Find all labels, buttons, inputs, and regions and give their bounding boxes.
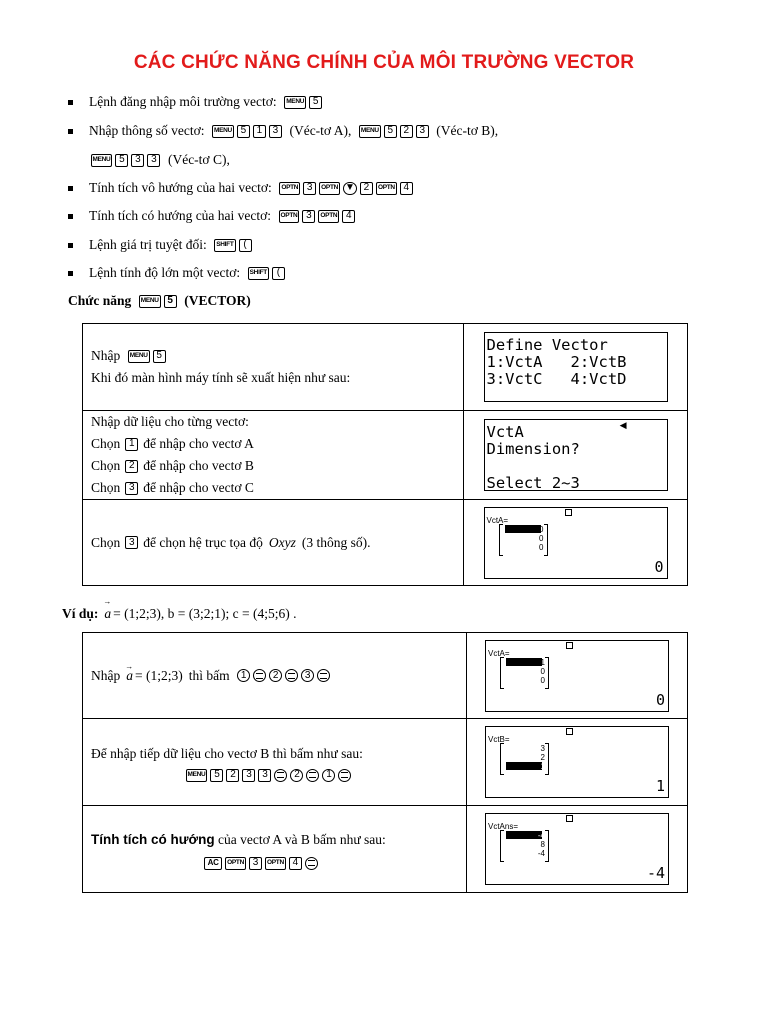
page-title: CÁC CHỨC NĂNG CHÍNH CỦA MÔI TRƯỜNG VECTOR [133,52,635,73]
matrix-bracket-right [544,524,548,556]
key-2: 2 [400,125,413,138]
key-sequence [56,857,466,870]
bullet-text: Tính tích có hướng của hai vectơ: [89,208,272,223]
bullet-text: (Véc-tơ A), [289,123,352,138]
calculator-screen [484,332,668,402]
screen-text: Define Vector 1:VctA 2:VctB 3:VctC 4:VctD [486,336,627,388]
paren-key: ( [272,267,285,280]
shift-key: SHIFT [214,239,235,252]
key-2: 2 [290,769,303,782]
bullet-dot [68,129,73,134]
calculator-matrix-screen [485,726,669,798]
bullet-text: Lệnh đăng nhập môi trường vectơ: [89,94,277,109]
bullet-dot-product [68,178,414,198]
equals-key [253,669,266,682]
table-cell [83,719,467,806]
down-arrow-icon: ▼ [345,182,355,193]
table-row [83,500,688,586]
table-cell [464,324,688,411]
example-line [62,604,296,624]
cell-text: = (1;2;3) [135,667,183,683]
key-3: 3 [303,182,316,195]
cell-text: thì bấm [188,667,230,683]
matrix-label: VctB= [488,735,510,744]
degree-indicator-icon [566,642,573,649]
paren-key: ( [239,239,252,252]
menu-key: MENU [284,96,306,109]
result-value: 0 [654,557,664,576]
bullet-text: Lệnh giá trị tuyệt đối: [89,237,207,252]
key-1: 1 [237,669,250,682]
key-3: 3 [302,210,315,223]
optn-key: OPTN [225,857,246,870]
key-2: 2 [360,182,373,195]
calculator-matrix-screen [484,507,668,579]
cell-text: để nhập cho vectơ B [143,458,254,473]
key-3: 3 [147,154,160,167]
matrix-value: 1 [540,657,545,667]
result-value: 0 [655,690,665,709]
degree-indicator-icon [565,509,572,516]
table-row [83,719,688,806]
bullet-dot [68,214,73,219]
equals-key [305,857,318,870]
table-cell [83,324,464,411]
key-1: 1 [253,125,266,138]
matrix-value: 2 [540,753,545,762]
cell-text: của vectơ A và B bấm như sau: [217,831,386,847]
optn-key: OPTN [279,182,300,195]
cell-text: Chọn [91,534,121,550]
bullet-text: Tính tích vô hướng của hai vectơ: [89,180,272,195]
key-2: 2 [269,669,282,682]
equals-key [274,769,287,782]
cell-text: (3 thông số). [301,534,371,550]
heading-text: (VECTOR) [184,293,251,308]
calculator-matrix-screen [485,640,669,712]
bullet-text: Nhập thông số vectơ: [89,123,205,138]
calculator-matrix-screen [485,813,669,885]
menu-key: MENU [212,125,234,138]
vector-symbol: → a [126,665,133,687]
key-5: 5 [115,154,128,167]
bullet-dot [68,271,73,276]
key-5: 5 [210,769,223,782]
ac-key: AC [204,857,222,870]
key-5: 5 [237,125,250,138]
cell-text: Nhập [91,348,121,363]
table-row [83,633,688,719]
key-4: 4 [400,182,413,195]
matrix-value: 3 [540,744,545,753]
table-row [83,411,688,500]
matrix-bracket-left [500,743,504,775]
key-5: 5 [153,350,166,363]
heading-text: Chức năng [68,293,132,308]
optn-key: OPTN [265,857,286,870]
matrix-value: 0 [539,542,544,552]
key-3: 3 [131,154,144,167]
cell-text: Nhập [91,667,121,683]
key-3: 3 [269,125,282,138]
equals-key [285,669,298,682]
matrix-label: VctA= [488,648,510,658]
key-5: 5 [164,295,177,308]
matrix-bracket-left [499,524,503,556]
optn-key: OPTN [376,182,397,195]
cell-text: Chọn [91,458,121,473]
bullet-dot [68,243,73,248]
result-value: -4 [646,864,665,882]
key-3: 3 [125,482,138,495]
vector-function-table [82,323,688,586]
bullet-text: Lệnh tính độ lớn một vectơ: [89,265,241,280]
matrix-bracket-left [500,830,504,862]
example-table [82,632,688,893]
key-4: 4 [342,210,355,223]
matrix-bracket-left [500,657,504,689]
key-1: 1 [322,769,335,782]
bullet-text: (Véc-tơ B), [436,123,499,138]
matrix-value: 1 [540,762,545,771]
cell-text: để nhập cho vectơ A [143,436,254,451]
matrix-value: 0 [540,666,545,676]
table-cell [467,719,688,806]
bullet-text: (Véc-tơ C), [167,152,230,167]
bullet-input-cont [89,150,230,170]
bullet-dot [68,100,73,105]
cell-text: Chọn [91,436,121,451]
key-2: 2 [125,460,138,473]
table-cell [83,806,467,893]
cell-text: Oxyz [268,534,296,550]
screen-text: VctA Dimension? Select 2~3 [486,423,580,492]
matrix-bracket-right [545,830,549,862]
matrix-value: -4 [537,831,545,840]
optn-key: OPTN [319,182,340,195]
bullet-magnitude [68,263,286,283]
table-cell [83,500,464,586]
matrix-bracket-right [545,743,549,775]
example-label: Ví dụ: [62,606,99,621]
menu-key: MENU [359,125,381,138]
table-cell [83,411,464,500]
cell-text: Để nhập tiếp dữ liệu cho vectơ B thì bấm như sau: [91,745,363,761]
matrix-value: 0 [539,524,544,534]
matrix-label: VctAns= [488,822,519,831]
table-cell [464,500,688,586]
table-cell [467,806,688,893]
matrix-value: 0 [540,675,545,685]
key-3: 3 [301,669,314,682]
matrix-value: 8 [540,840,545,849]
degree-indicator-icon [566,815,573,822]
table-cell [464,411,688,500]
matrix-value: 0 [539,533,544,543]
menu-key: MENU [186,769,208,782]
shift-key: SHIFT [248,267,269,280]
key-3: 3 [125,536,138,549]
menu-key: MENU [128,350,150,363]
key-1: 1 [125,438,138,451]
equals-key [317,669,330,682]
cell-text: để chọn hệ trục tọa độ [143,534,263,550]
result-value: 1 [655,777,665,795]
vector-symbol: → a [104,606,111,622]
menu-key: MENU [139,295,161,308]
bullet-abs [68,235,253,255]
key-5: 5 [384,125,397,138]
section-heading [68,293,251,309]
key-2: 2 [226,769,239,782]
cell-text: để nhập cho vectơ C [143,480,254,495]
equals-key [306,769,319,782]
equals-key [338,769,351,782]
cell-text: Chọn [91,480,121,495]
cell-text-bold: Tính tích có hướng [91,831,215,847]
bullet-login [68,92,324,112]
key-sequence [71,769,466,782]
key-3: 3 [242,769,255,782]
left-arrow-icon: ◀ [619,420,627,430]
matrix-value: -4 [537,849,545,858]
matrix-label: VctA= [486,515,509,525]
calculator-screen [484,419,668,491]
optn-key: OPTN [279,210,300,223]
cell-text: Khi đó màn hình máy tính sẽ xuất hiện như sau: [91,370,351,385]
table-row [83,324,688,411]
key-4: 4 [289,857,302,870]
key-5: 5 [309,96,322,109]
table-cell [83,633,467,719]
table-cell [467,633,688,719]
bullet-cross-product [68,206,357,226]
cell-text: Nhập dữ liệu cho từng vectơ: [91,414,249,429]
optn-key: OPTN [318,210,339,223]
key-3: 3 [416,125,429,138]
bullet-dot [68,186,73,191]
bullet-input [68,121,498,141]
key-3: 3 [249,857,262,870]
matrix-bracket-right [545,657,549,689]
table-row [83,806,688,893]
degree-indicator-icon [566,728,573,735]
key-3: 3 [258,769,271,782]
example-formula: = (1;2;3), b = (3;2;1); c = (4;5;6) . [113,606,297,621]
menu-key: MENU [91,154,113,167]
